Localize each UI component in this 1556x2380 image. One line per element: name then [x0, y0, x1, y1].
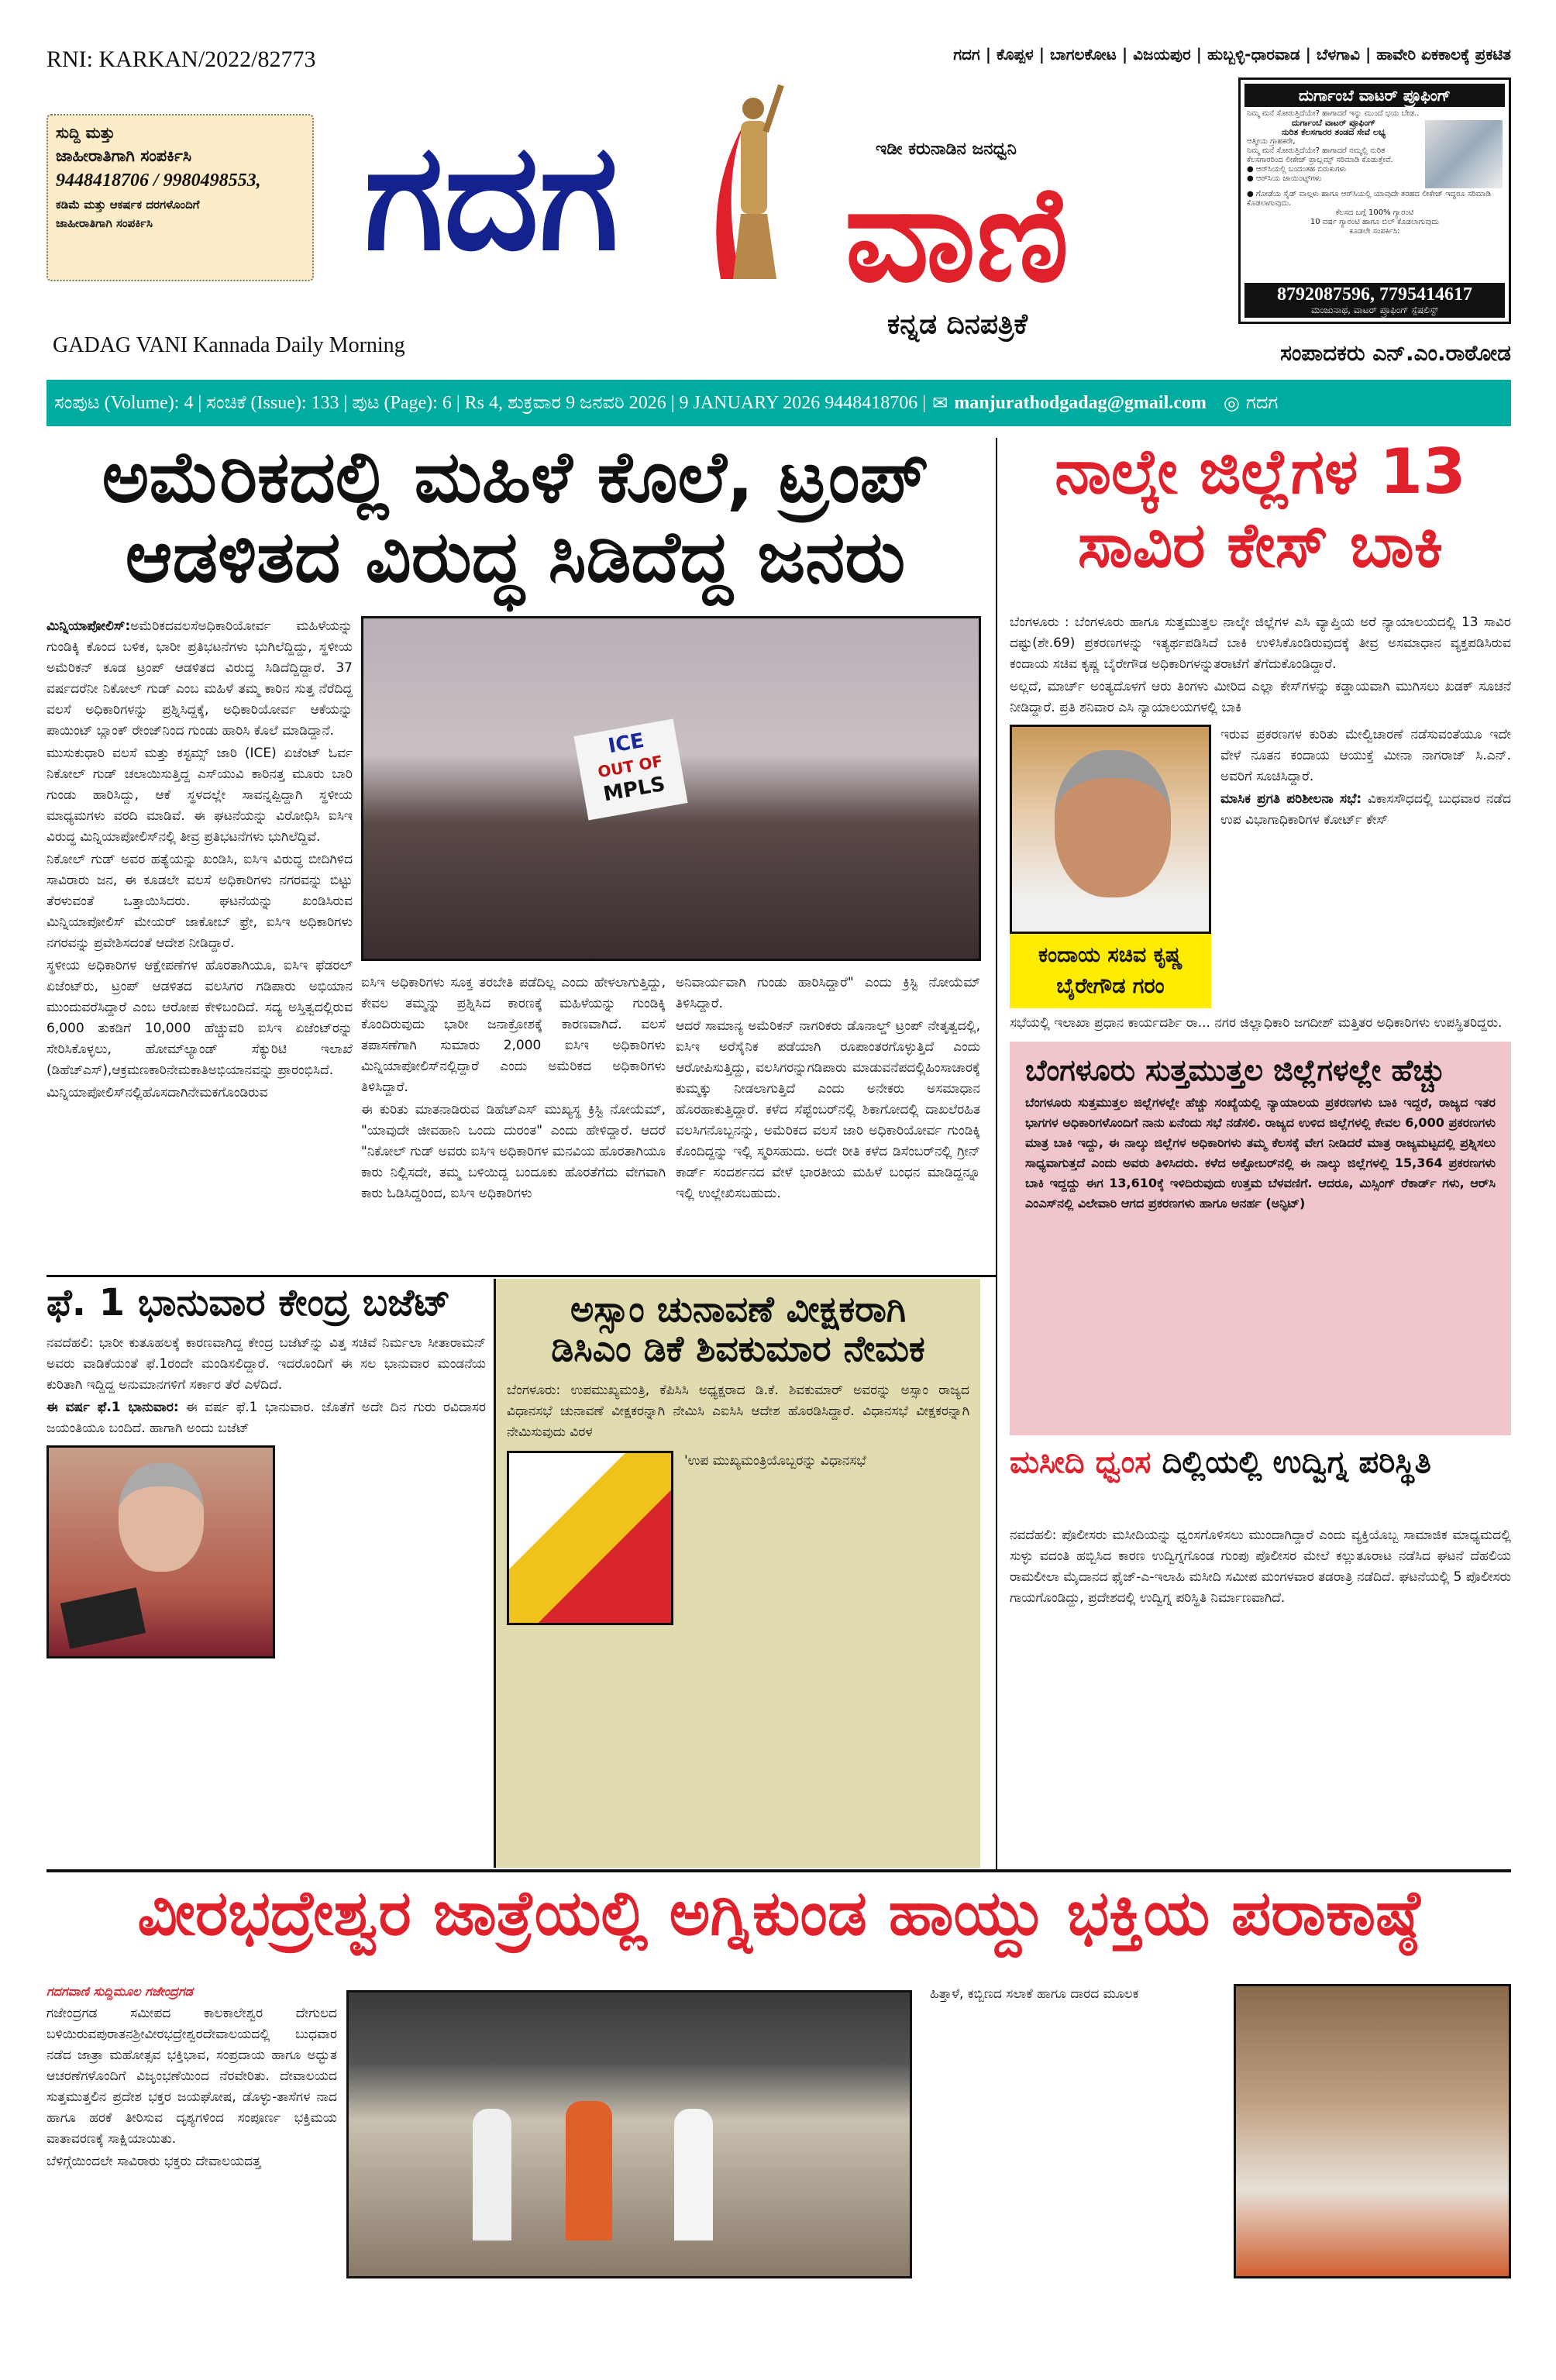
english-name: GADAG VANI Kannada Daily Morning [53, 333, 405, 357]
contact-phones: 9448418706 / 9980498553, [56, 170, 261, 191]
sign-text: ICE [606, 728, 646, 759]
priest-figure [566, 2101, 612, 2241]
paragraph: ಇರುವ ಪ್ರಕರಣಗಳ ಕುರಿತು ಮೇಲ್ವಿಚಾರಣೆ ನಡೆಸುವಂತೆಯೂ ಇದೇ ವೇಳೆ ನೂತನ ಕಂದಾಯ ಆಯುಕ್ತೆ ಮೀನಾ ನಾಗರಾಜ್ ಸಿ.ಎನ್. ಅವರಿಗೆ ಸೂಚಿಸಿದ್ದಾರೆ. [1220, 727, 1511, 784]
paragraph: ಅನಿವಾರ್ಯವಾಗಿ ಗುಂಡು ಹಾರಿಸಿದ್ದಾರೆ" ಎಂದು ಕ್ರಿಸ್ಟಿ ನೋಯೆಮ್ ತಿಳಿಸಿದ್ದಾರೆ. [676, 975, 980, 1011]
assam-box [494, 1279, 980, 1868]
tablet-shape [60, 1587, 146, 1648]
ad-title: ದುರ್ಗಾಂಬೆ ವಾಟರ್ ಪ್ರೂಫಿಂಗ್ [1244, 84, 1505, 107]
cases-box [1010, 1042, 1511, 1435]
box-text: ಬೆಂಗಳೂರು ಸುತ್ತಮುತ್ತಲ ಜಿಲ್ಲೆಗಳಲ್ಲೇ ಹೆಚ್ಚು ಸಂಖ್ಯೆಯಲ್ಲಿ ನ್ಯಾಯಾಲಯ ಪ್ರಕರಣಗಳು ಬಾಕಿ ಇದ್ದರೆ, ರಾಜ್ಯದ ಇತರ ಭಾಗಗಳ ಅಧಿಕಾರಿಗಳೊಂದಿಗೆ ನಾನು ಏನೆಂದು ಸಭೆ ನಡೆಸಲಿ. ರಾಜ್ಯದ ಉಳಿದ ಜಿಲ್ಲೆಗಳಲ್ಲಿ ಕೇವಲ 6,000 ಪ್ರಕರಣಗಳು ಮಾತ್ರ ಬಾಕಿ ಇದ್ದು, ಈ ನಾಲ್ಕು ಜಿಲ್ಲೆಗಳ ಅಧಿಕಾರಿಗಳು ತಮ್ಮ ಕೆಲಸಕ್ಕೆ ವೇಗ ನೀಡಿದರೆ ಮಾತ್ರ ರಾಜ್ಯಮಟ್ಟದಲ್ಲಿ ಪ್ರಶ್ನಿಸಲು ಸಾಧ್ಯವಾಗುತ್ತದೆ ಎಂದು ಅವರು ತಿಳಿಸಿದರು. ಕಳೆದ ಅಕ್ಟೋಬರ್‌ನಲ್ಲಿ ಈ ನಾಲ್ಕು ಜಿಲ್ಲೆಗಳಲ್ಲಿ 15,364 ಪ್ರಕರಣಗಳು ಬಾಕಿ ಇದ್ದದ್ದು ಈಗ 13,610ಕ್ಕೆ ಇಳಿದಿರುವುದು ಉತ್ತಮ ಬೆಳವಣಿಗೆ. ಆದರೂ, ಮಿಸ್ಸಿಂಗ್ ರೆಕಾರ್ಡ್ ಗಳು, ಆರ್‌ಸಿ ಎಂಎಸ್‌ನಲ್ಲಿ ವಿಲೇವಾರಿ ಆಗದ ಪ್ರಕರಣಗಳು ಹಾಗೂ ಅನರ್ಹ (ಅನ್ಫಿಟ್) [1025, 1095, 1496, 1211]
headline-black: ದಿಲ್ಲಿಯಲ್ಲಿ ಉದ್ವಿಗ್ನ ಪರಿಸ್ಥಿತಿ [1162, 1445, 1431, 1480]
ad-phones: 8792087596, 7795414617 [1277, 284, 1472, 305]
paragraph: ಸ್ಥಳೀಯ ಅಧಿಕಾರಿಗಳ ಆಕ್ಷೇಪಣೆಗಳ ಹೊರತಾಗಿಯೂ, ಐಸಿಇ ಫೆಡರಲ್ ಏಜೆಂಟ್‌ರು, ಟ್ರಂಪ್ ಆಡಳಿತದ ವಲಸಿಗರ ಗಡಿಪಾರು ಅಭಿಯಾನ ಮುಂದುವರೆಸಿದ್ದಾರೆ ಎಂಬ ಆರೋಪ ಕೇಳಿಬಂದಿದೆ. ಸದ್ಯ ಅಸ್ತಿತ್ವದಲ್ಲಿರುವ 6,000 ತುಕಡಿಗೆ 10,000 ಹೆಚ್ಚುವರಿ ಐಸಿಇ ಏಜೆಂಟ್‌ರನ್ನು ಸೇರಿಸಿಕೊಳ್ಳಲು, ಹೋಮ್‌ಲ್ಯಾಂಡ್ ಸೆಕ್ಯುರಿಟಿ ಇಲಾಖೆ (ಡಿಹೆಚ್‌ಎಸ್),ಆಕ್ರಮಣಕಾರಿನೇಮಕಾತಿಅಭಿಯಾನವನ್ನು ಪ್ರಾರಂಭಿಸಿದೆ. [46, 958, 353, 1078]
paragraph: ವಿಕಾಸಸೌಧದಲ್ಲಿ ಬುಧವಾರ ನಡೆದ ಉಪ ವಿಭಾಗಾಧಿಕಾರಿಗಳ ಕೋರ್ಟ್ ಕೇಸ್ [1220, 791, 1512, 828]
advertisement [1238, 77, 1511, 324]
subheading: ಮಾಸಿಕ ಪ್ರಗತಿ ಪರಿಶೀಲನಾ ಸಭೆ: [1220, 791, 1362, 807]
paragraph: ಆದರೆ ಸಾಮಾನ್ಯ ಅಮೆರಿಕನ್ ನಾಗರಿಕರು ಡೊನಾಲ್ಡ್ ಟ್ರಂಪ್ ನೇತೃತ್ವದಲ್ಲಿ, ಐಸಿಇ ಅರೆಸೈನಿಕ ಪಡೆಯಾಗಿ ರೂಪಾಂತರಗೊಳ್ಳುತ್ತಿದೆ ಎಂದು ಆರೋಪಿಸುತ್ತಿದ್ದು, ವಲಸಿಗರನ್ನುಗಡಿಪಾರು ಮಾಡುವನೆಪದಲ್ಲಿಹಿಂಸಾಚಾರಕ್ಕೆ ಕುಮ್ಮಕ್ಕು ನೀಡಲಾಗುತ್ತಿದೆ ಎಂದು ಅನೇಕರು ಅಸಮಾಧಾನ ಹೊರಹಾಕುತ್ತಿದ್ದಾರೆ. ಕಳೆದ ಸೆಪ್ಟೆಂಬರ್‌ನಲ್ಲಿ ಶಿಕಾಗೋದಲ್ಲಿ ದಾಖಲೆರಹಿತ ವಲಸಿಗನೊಬ್ಬನನ್ನು, ಅಮೆರಿಕದ ವಲಸೆ ಜಾರಿ ಅಧಿಕಾರಿಯೋರ್ವ ಗುಂಡಿಕ್ಕಿ ಕೊಂದಿದ್ದನ್ನು ಇಲ್ಲಿ ಸ್ಮರಿಸಹುದು. ಅದೇ ರೀತಿ ಕಳೆದ ಡಿಸೆಂಬರ್‌ನಲ್ಲಿ ಗ್ರೀನ್ ಕಾರ್ಡ್ ಸಂದರ್ಶನದ ವೇಳೆ ಭಾರತೀಯ ಮಹಿಳೆ ಬಂಧನ ಮಾಡಿದ್ದನ್ನೂ ಇಲ್ಲಿ ಉಲ್ಲೇಖಿಸಬಹುದು. [676, 1018, 980, 1201]
face-shape [119, 1463, 204, 1572]
envelope-icon: ✉ [932, 393, 948, 414]
sign-text: OUT OF [596, 751, 664, 782]
paragraph: ಅಲ್ಲದೆ, ಮಾರ್ಚ್ ಅಂತ್ಯದೊಳಗೆ ಆರು ತಿಂಗಳು ಮೀರಿದ ಎಲ್ಲಾ ಕೇಸ್‌ಗಳನ್ನು ಕಡ್ಡಾಯವಾಗಿ ಮುಗಿಸಲು ಖಡಕ್ ಸೂಚನೆ ನೀಡಿದ್ದಾರೆ. ಪ್ರತಿ ಶನಿವಾರ ಎಸಿ ನ್ಯಾಯಾಲಯಗಳಲ್ಲಿ ಬಾಕಿ [1010, 679, 1511, 715]
cases-headline-2: ಸಾವಿರ ಕೇಸ್ ಬಾಕಿ [1077, 509, 1444, 581]
paragraph: ಮಿನ್ನಿಯಾಪೋಲಿಸ್‌ನಲ್ಲಿಹೊಸದಾಗಿನೇಮಕಗೊಂಡಿರುವ [46, 1085, 268, 1100]
statue-icon [705, 77, 798, 294]
face-shape [1055, 750, 1171, 897]
ad-footer: ಮಂಜುನಾಥ, ವಾಟರ್ ಪ್ರೂಫಿಂಗ್ ಸ್ಪೆಷಲಿಸ್ಟ್ [1310, 305, 1439, 315]
contact-line3: ಕಡಿಮೆ ಮತ್ತು ಆಕರ್ಷಕ ದರಗಳೊಂದಿಗೆ [56, 198, 200, 212]
logo-vaani: ವಾಣಿ [845, 158, 1069, 312]
jatre-text [46, 2003, 337, 2368]
email-link[interactable]: manjurathodgadag@gmail.com [954, 392, 1207, 413]
paragraph: ಅಮೆರಿಕದವಲಸೆಅಧಿಕಾರಿಯೋರ್ವ ಮಹಿಳೆಯನ್ನು ಗುಂಡಿಕ್ಕಿ ಕೊಂದ ಬಳಿಕ, ಭಾರೀ ಪ್ರತಿಭಟನೆಗಳು ಭುಗಿಲೆದ್ದಿದ್ದು, ಸ್ಥಳೀಯ ಅಮೆರಿಕನ್ ಕೂಡ ಟ್ರಂಪ್ ಆಡಳಿತದ ವಿರುದ್ಧ ಸಿಡಿದೆದ್ದಿದ್ದಾರೆ. 37 ವರ್ಷದರೆನೀ ನಿಕೋಲ್ ಗುಡ್ ಎಂಬ ಮಹಿಳೆ ತಮ್ಮ ಕಾರಿನ ಸುತ್ತ ನೆರೆದಿದ್ದ ವಲಸೆ ಅಧಿಕಾರಿಗಳನ್ನು ಪ್ರಶ್ನಿಸಿದ್ದಕ್ಕೆ, ಅಧಿಕಾರಿಯೋರ್ವ ಆಕೆಯನ್ನು ಪಾಯಿಂಟ್ ಬ್ಲಾಂಕ್ ರೇಂಜ್‌ನಿಂದ ಗುಂಡು ಹಾರಿಸಿ ಕೊಲೆ ಮಾಡಿದ್ದಾನೆ. [46, 618, 353, 739]
minister-caption: ಕಂದಾಯ ಸಚಿವ ಕೃಷ್ಣ ಬೈರೇಗೌಡ ಗರಂ [1010, 934, 1211, 1008]
paragraph: 'ಉಪ ಮುಖ್ಯಮಂತ್ರಿಯೊಬ್ಬರನ್ನು ವಿಧಾನಸಭೆ [684, 1453, 866, 1469]
paragraph: ನಿಕೋಲ್ ಗುಡ್ ಅವರ ಹತ್ಯೆಯನ್ನು ಖಂಡಿಸಿ, ಐಸಿಇ ವಿರುದ್ಧ ಬೀದಿಗಿಳಿದ ಸಾವಿರಾರು ಜನ, ಈ ಕೂಡಲೇ ವಲಸೆ ಅಧಿಕಾರಿಗಳು ನಗರವನ್ನು ಬಿಟ್ಟು ತೆರಳುವಂತೆ ಒತ್ತಾಯಿಸಿದರು. ಘಟನೆಯನ್ನು ಖಂಡಿಸಿರುವ ಮಿನ್ನಿಯಾಪೋಲಿಸ್ ಮೇಯರ್ ಜಾಕೋಬ್ ಫ್ರೇ, ಐಸಿಇ ಅಧಿಕಾರಿಗಳು ನಗರವನ್ನು ಪ್ರವೇಶಿಸದಂತೆ ಆದೇಶ ನೀಡಿದ್ದಾರೆ. [46, 852, 353, 951]
jatre-credit: ಗದಗವಾಣಿ ಸುದ್ದಿಮೂಲ ಗಜೇಂದ್ರಗಡ [46, 1984, 193, 1999]
ad-line: ನುರಿತ ಕೆಲಸಗಾರರ ತಂಡದ ಸೇವೆ ಲಭ್ಯ [1282, 127, 1386, 137]
paragraph: ನವದೆಹಲಿ: ಭಾರೀ ಕುತೂಹಲಕ್ಕೆ ಕಾರಣವಾಗಿದ್ದ ಕೇಂದ್ರ ಬಜೆಟ್‌ನ್ನು ವಿತ್ತ ಸಚಿವೆ ನಿರ್ಮಲಾ ಸೀತಾರಾಮನ್ ಅವರು ವಾಡಿಕೆಯಂತೆ ಫೆ.1ರಂದೇ ಮಂಡಿಸಲಿದ್ದಾರೆ. ಇದರೊಂದಿಗೆ ಈ ಸಲ ಭಾನುವಾರ ಮಂಡನೆಯ ಕುರಿತಾಗಿ ಇದ್ದಿದ್ದ ಅನುಮಾನಗಳಿಗೆ ಸರ್ಕಾರ ತೆರೆ ಎಳೆದಿದೆ. [46, 1335, 486, 1393]
jatre-headline: ವೀರಭದ್ರೇಶ್ವರ ಜಾತ್ರೆಯಲ್ಲಿ ಅಗ್ನಿಕುಂಡ ಹಾಯ್ದು ಭಕ್ತಿಯ ಪರಾಕಾಷ್ಠೆ [137, 1877, 1420, 1949]
dk-shivakumar-photo [507, 1451, 673, 1625]
ad-line: ನಿಮ್ಮ ಮನೆ ಸೋರುತ್ತಿದೆಯೇ? ಹಾಗಾದರೆ ಇನ್ನು ಮುಂದೆ ಭಯ ಬೇಡ.. [1247, 109, 1420, 118]
rni-number: RNI: KARKAN/2022/82773 [46, 46, 316, 72]
assam-headline-2: ಡಿಸಿಎಂ ಡಿಕೆ ಶಿವಕುಮಾರ ನೇಮಕ [551, 1327, 925, 1369]
ad-line: ದುರ್ಗಾಂಬೆ ವಾಟರ್ ಪ್ರೂಫಿಂಗ್ [1292, 118, 1375, 128]
ad-photo [1425, 120, 1503, 188]
cases-side [1220, 725, 1511, 1008]
protest-photo [361, 616, 981, 961]
jatre-photo-main [346, 1990, 912, 2278]
sign-text: MPLS [601, 772, 667, 807]
ad-line: ● ಗೋಡೆಯ ಸೈಡ್ ವಾಲ್ಗಳು ಹಾಗೂ ಆರ್‌ಸಿಯಲ್ಲಿ ಯಾವುದೇ ತರಹದ ಲೀಕೇಜ್ ಇದ್ದರೂ ಸರಿಮಾಡಿ ಕೊಡಲಾಗುವುದು. [1247, 190, 1491, 208]
jatre-photo-side [1234, 1984, 1511, 2278]
cases-column [1010, 612, 1511, 1435]
jatre-right-text: ಹಿತ್ತಾಳೆ, ಕಬ್ಬಿಣದ ಸಲಾಕೆ ಹಾಗೂ ದಾರದ ಮೂಲಕ [930, 1986, 1139, 2002]
contact-box [46, 114, 314, 281]
issue-info: ಸಂಪುಟ (Volume): 4 | ಸಂಚಿಕೆ (Issue): 133 | ಪುಟ (Page): 6 | Rs 4, ಶುಕ್ರವಾರ 9 ಜನವರಿ 2026 | 9 JANUARY 2026 9448418706 | [54, 392, 927, 413]
cases-photo-row [1010, 725, 1511, 1008]
place: ಗದಗ [1245, 392, 1279, 413]
minister-photo [1010, 725, 1211, 934]
budget-article [46, 1283, 486, 1864]
ad-line: ಕೂಡಲೇ ಸಂಪರ್ಕಿಸಿ: [1349, 227, 1400, 236]
editions-list: ಗದಗ | ಕೊಪ್ಪಳ | ಬಾಗಲಕೋಟ | ವಿಜಯಪುರ | ಹುಬ್ಬಳ್ಳಿ-ಧಾರವಾಡ | ಬೆಳಗಾವಿ | ಹಾವೇರಿ ಏಕಕಾಲಕ್ಕೆ ಪ್ರಕಟಿತ [953, 45, 1511, 64]
ad-line: ● ಆರ್‌ಸಿಯಲ್ಲಿ ಬಂದಂತಹ ಬಿರುಕುಗಳು [1247, 165, 1347, 174]
headline-red: ಮಸೀದಿ ಧ್ವಂಸ [1010, 1445, 1152, 1480]
budget-text [46, 1333, 486, 1439]
assam-text [507, 1380, 969, 1445]
devotee-figure [674, 2109, 713, 2241]
dateline: ಮಿನ್ನಿಯಾಪೋಲಿಸ್: [46, 618, 131, 634]
lead-headline-1: ಅಮೆರಿಕದಲ್ಲಿ ಮಹಿಳೆ ಕೊಲೆ, ಟ್ರಂಪ್ [102, 436, 929, 518]
budget-headline: ಫೆ. 1 ಭಾನುವಾರ ಕೇಂದ್ರ ಬಜೆಟ್ [46, 1283, 451, 1324]
section-divider [46, 1869, 1511, 1872]
logo [364, 77, 1201, 356]
paragraph: ಮುಸುಕುಧಾರಿ ವಲಸೆ ಮತ್ತು ಕಸ್ಟಮ್ಸ್ ಜಾರಿ (ICE) ಏಜೆಂಟ್ ಓರ್ವ ನಿಕೋಲ್ ಗುಡ್ ಚಲಾಯಿಸುತ್ತಿದ್ದ ಎಸ್‌ಯುವಿ ಕಾರಿನತ್ತ ಮೂರು ಬಾರಿ ಗುಂಡು ಹಾರಿಸಿದ್ದು, ಆಕೆ ಸ್ಥಳದಲ್ಲೇ ಸಾವನ್ನಪ್ಪಿದ್ದಾಗಿ ಸ್ಥಳೀಯ ಮಾಧ್ಯಮಗಳು ವರದಿ ಮಾಡಿವೆ. ಈ ಘಟನೆಯನ್ನು ವಿರೋಧಿಸಿ ಐಸಿಇ ವಿರುದ್ಧ ಮಿನ್ನಿಯಾಪೋಲಿಸ್‌ನಲ್ಲಿ ತೀವ್ರ ಪ್ರತಿಭಟನೆಗಳು ಭುಗಿಲೆದ್ದಿವೆ. [46, 746, 353, 845]
masjid-headline [1010, 1445, 1511, 1479]
column-divider [996, 438, 997, 1872]
subheading: ಈ ವರ್ಷ ಫೆ.1 ಭಾನುವಾರ: [46, 1399, 179, 1415]
paragraph: ಬೆಳಿಗ್ಗೆಯಿಂದಲೇ ಸಾವಿರಾರು ಭಕ್ತರು ದೇವಾಲಯದತ್ತ [46, 2154, 261, 2169]
paragraph: ಈ ಕುರಿತು ಮಾತನಾಡಿರುವ ಡಿಹೆಚ್‌ಎಸ್ ಮುಖ್ಯಸ್ಥ ಕ್ರಿಸ್ಟಿ ನೋಯೆಮ್, "ಯಾವುದೇ ಜೀವಹಾನಿ ಒಂದು ದುರಂತ" ಎಂದು ಹೇಳಿದ್ದಾರೆ. ಆದರೆ "ನಿಕೋಲ್ ಗುಡ್ ಅವರು ಐಸಿಇ ಅಧಿಕಾರಿಗಳ ಮನವಿಯ ಹೊರತಾಗಿಯೂ ಕಾರು ನಿಲ್ಲಿಸದೇ, ತಮ್ಮ ಬಳಿಯಿದ್ದ ಬಂದೂಕು ಹೊರತೆಗೆದು ವೇಗವಾಗಿ ಕಾರು ಓಡಿಸಿದ್ದರಿಂದ, ಐಸಿಇ ಅಧಿಕಾರಿಗಳು [361, 1102, 666, 1201]
contact-line4: ಜಾಹೀರಾತಿಗಾಗಿ ಸಂಪರ್ಕಿಸಿ [56, 216, 153, 230]
contact-line1: ಸುದ್ದಿ ಮತ್ತು [56, 123, 115, 142]
ad-line: ಆತ್ಮೀಯ ಗ್ರಾಹಕರೇ, [1247, 137, 1296, 146]
masthead-subtitle: ಕನ್ನಡ ದಿನಪತ್ರಿಕೆ [887, 308, 1028, 340]
cases-headline-1: ನಾಲ್ಕೇ ಜಿಲ್ಲೆಗಳ 13 [1055, 436, 1466, 508]
cases-closing: ಸಭೆಯಲ್ಲಿ ಇಲಾಖಾ ಪ್ರಧಾನ ಕಾರ್ಯದರ್ಶಿ ರಾ... ನಗರ ಜಿಲ್ಲಾಧಿಕಾರಿ ಜಗದೀಶ್ ಮತ್ತಿತರ ಅಧಿಕಾರಿಗಳು ಉಪಸ್ಥಿತರಿದ್ದರು. [1010, 1015, 1503, 1031]
info-bar [46, 380, 1511, 426]
devotee-figure [473, 2109, 511, 2241]
editor-name: ಸಂಪಾದಕರು ಎನ್.ಎಂ.ರಾಠೋಡ [1280, 340, 1511, 366]
paragraph: ಬೆಂಗಳೂರು: ಉಪಮುಖ್ಯಮಂತ್ರಿ, ಕೆಪಿಸಿಸಿ ಅಧ್ಯಕ್ಷರಾದ ಡಿ.ಕೆ. ಶಿವಕುಮಾರ್ ಅವರನ್ನು ಅಸ್ಸಾಂ ರಾಜ್ಯದ ವಿಧಾನಸಭೆ ಚುನಾವಣೆ ವೀಕ್ಷಕರನ್ನಾಗಿ ನೇಮಿಸಿ ಎಐಸಿಸಿ ಆದೇಶ ಹೊರಡಿಸಿದ್ದಾರೆ. ವಿಧಾನಸಭೆ ವೀಕ್ಷಕರನ್ನಾಗಿ ನೇಮಿಸುವುದು ವಿರಳ [507, 1383, 969, 1441]
cases-intro [1010, 612, 1511, 720]
masjid-text: ನವದೆಹಲಿ: ಪೊಲೀಸರು ಮಸೀದಿಯನ್ನು ಧ್ವಂಸಗೊಳಿಸಲು ಮುಂದಾಗಿದ್ದಾರೆ ಎಂದು ವ್ಯಕ್ತಿಯೊಬ್ಬ ಸಾಮಾಜಿಕ ಮಾಧ್ಯಮದಲ್ಲಿ ಸುಳ್ಳು ವದಂತಿ ಹಬ್ಬಿಸಿದ ಕಾರಣ ಉದ್ವಿಗ್ನಗೊಂಡ ಗುಂಪು ಪೊಲೀಸರ ಮೇಲೆ ಕಲ್ಲುತೂರಾಟ ನಡೆಸಿದ ಘಟನೆ ದೆಹಲಿಯ ರಾಮಲೀಲಾ ಮೈದಾನದ ಫೈಜ್-ಎ-ಇಲಾಹಿ ಮಸೀದಿ ಸಮೀಪ ಮಂಗಳವಾರ ತಡರಾತ್ರಿ ನಡೆದಿದೆ. ಘಟನೆಯಲ್ಲಿ 5 ಪೊಲೀಸರು ಗಾಯಗೊಂಡಿದ್ದು, ಪ್ರದೇಶದಲ್ಲಿ ಉದ್ವಿಗ್ನ ಪರಿಸ್ಥಿತಿ ನಿರ್ಮಾಣವಾಗಿದೆ. [1010, 1528, 1511, 1606]
logo-tagline: ಇಡೀ ಕರುನಾಡಿನ ಜನಧ್ವನಿ [876, 139, 1017, 159]
lead-col3 [676, 973, 980, 1267]
ad-line: ಕೆಲಸದ ಬಗ್ಗೆ 100% ಗ್ಯಾರಂಟಿ [1335, 208, 1414, 217]
box-title: ಬೆಂಗಳೂರು ಸುತ್ತಮುತ್ತಲ ಜಿಲ್ಲೆಗಳಲ್ಲೇ ಹೆಚ್ಚು [1025, 1053, 1446, 1087]
lead-col1 [46, 616, 353, 1267]
paragraph: ಈ ವರ್ಷ ಫೆ.1 ಭಾನುವಾರ. ಜೊತೆಗೆ ಅದೇ ದಿನ ಗುರು ರವಿದಾಸರ ಜಯಂತಿಯೂ ಬಂದಿದೆ. ಹಾಗಾಗಿ ಅಂದು ಬಜೆಟ್ [46, 1399, 486, 1436]
paragraph: ಐಸಿಇ ಅಧಿಕಾರಿಗಳು ಸೂಕ್ತ ತರಬೇತಿ ಪಡೆದಿಲ್ಲ ಎಂದು ಹೇಳಲಾಗುತ್ತಿದ್ದು, ಕೇವಲ ತಮ್ಮನ್ನು ಪ್ರಶ್ನಿಸಿದ ಕಾರಣಕ್ಕೆ ಮಹಿಳೆಯನ್ನು ಗುಂಡಿಕ್ಕಿ ಕೊಂದಿರುವುದು ಭಾರೀ ಜನಾಕ್ರೋಶಕ್ಕೆ ಕಾರಣವಾಗಿದೆ. ವಲಸೆ ತಪಾಸಣೆಗಾಗಿ ಸುಮಾರು 2,000 ಐಸಿಇ ಅಧಿಕಾರಿಗಳು ಮಿನ್ನಿಯಾಪೋಲಿಸ್‌ನಲ್ಲಿದ್ದಾರೆ ಎಂದು ಅಮೆರಿಕದ ಅಧಿಕಾರಿಗಳು ತಿಳಿಸಿದ್ದಾರೆ. [361, 975, 666, 1095]
paragraph: ಬೆಂಗಳೂರು : ಬೆಂಗಳೂರು ಹಾಗೂ ಸುತ್ತಮುತ್ತಲ ನಾಲ್ಕೇ ಜಿಲ್ಲೆಗಳ ಎಸಿ ವ್ಯಾಪ್ತಿಯ ಅರೆ ನ್ಯಾಯಾಲಯದಲ್ಲಿ 13 ಸಾವಿರ ದಷ್ಟು(ಶೇ.69) ಪ್ರಕರಣಗಳನ್ನು ಇತ್ಯರ್ಥಪಡಿಸಿದೆ ಬಾಕಿ ಉಳಿಸಿಕೊಂಡಿರುವುದಕ್ಕೆ ತೀವ್ರ ಅಸಮಾಧಾನ ವ್ಯಕ್ತಪಡಿಸಿರುವ ಕಂದಾಯ ಸಚಿವ ಕೃಷ್ಣ ಬೈರೇಗೌಡ ಅಧಿಕಾರಿಗಳನ್ನುತರಾಟೆಗೆ ತೆಗೆದುಕೊಂಡಿದ್ದಾರೆ. [1010, 615, 1511, 672]
assam-headline-1: ಅಸ್ಸಾಂ ಚುನಾವಣೆ ವೀಕ್ಷಕರಾಗಿ [570, 1288, 906, 1330]
lead-col2 [361, 973, 666, 1267]
paragraph: ಗಜೇಂದ್ರಗಡ ಸಮೀಪದ ಕಾಲಕಾಲೇಶ್ವರ ದೇಗುಲದ ಬಳಿಯಿರುವಪುರಾತನಶ್ರೀವೀರಭದ್ರೇಶ್ವರದೇವಾಲಯದಲ್ಲಿ ಬುಧವಾರ ನಡೆದ ಜಾತ್ರಾ ಮಹೋತ್ಸವ ಭಕ್ತಿಭಾವ, ಸಂಪ್ರದಾಯ ಹಾಗೂ ಅದ್ಭುತ ಆಚರಣೆಗಳೊಂದಿಗೆ ವಿಜೃಂಭಣೆಯಿಂದ ನೆರವೇರಿತು. ದೇವಾಲಯದ ಸುತ್ತಮುತ್ತಲಿನ ಪ್ರದೇಶ ಭಕ್ತರ ಜಯಘೋಷ, ಡೊಳ್ಳು-ತಾಸೆಗಳ ನಾದ ಹಾಗೂ ಹರಕೆ ತೀರಿಸುವ ದೃಶ್ಯಗಳಿಂದ ಸಂಪೂರ್ಣ ಭಕ್ತಿಮಯ ವಾತಾವರಣಕ್ಕೆ ಸಾಕ್ಷಿಯಾಯಿತು. [46, 2006, 337, 2147]
minister-budget-photo [46, 1445, 275, 1658]
location-icon: ◎ [1223, 393, 1240, 414]
protest-sign [573, 719, 687, 821]
logo-gadag: ಗದಗ [364, 112, 619, 283]
ad-line: ನಿಮ್ಮ ಮನೆ ಸೋರುತ್ತಿದೆಯೇ? ಹಾಗಾದರೆ ನಮ್ಮಲ್ಲಿ ನುರಿತ ಕೆಲಸಗಾರರಿಂದ ಲೀಕೇಜ್ ಪ್ರಾಬ್ಲಮ್ಸ್ ಸರಿಮಾಡಿ ಕೊಡುತ್ತೇವೆ. [1247, 146, 1393, 164]
contact-line2: ಜಾಹೀರಾತಿಗಾಗಿ ಸಂಪರ್ಕಿಸಿ [56, 146, 191, 165]
ad-line: 10 ವರ್ಷ ಗ್ಯಾರಂಟಿ ಹಾಗೂ ಬಿಲ್ ಕೊಡಲಾಗುವುದು [1310, 218, 1440, 226]
section-divider [46, 1275, 996, 1277]
ad-line: ● ಆರ್‌ಸಿಯ ಜಾಯಿಂಟ್ಸ್‌ಗಳು [1247, 174, 1322, 183]
lead-headline-2: ಆಡಳಿತದ ವಿರುದ್ಧ ಸಿಡಿದೆದ್ದ ಜನರು [125, 515, 906, 598]
